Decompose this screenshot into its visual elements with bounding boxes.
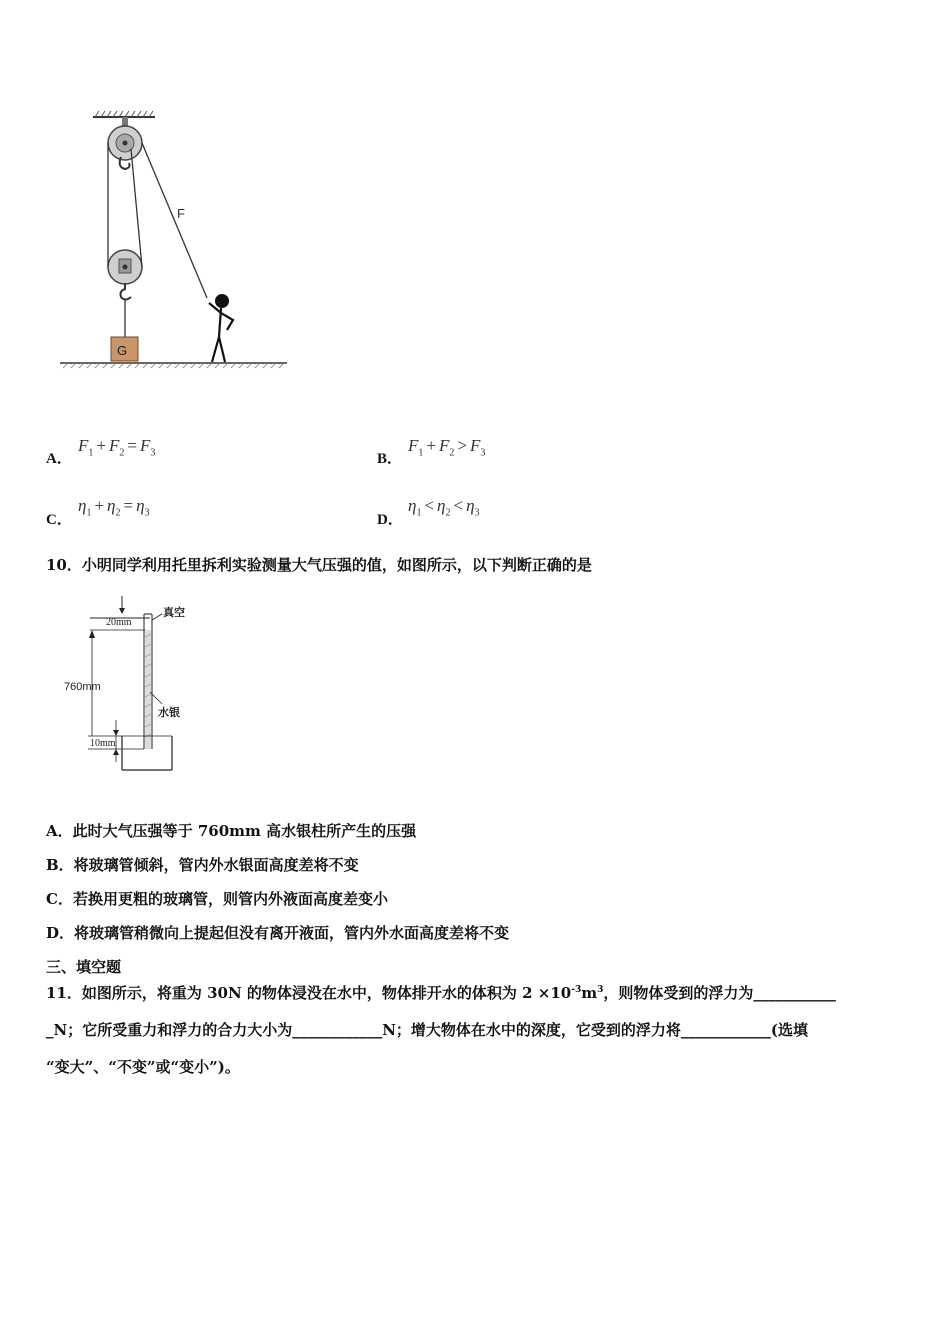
q9-option-c-formula: $\eta_1 + \eta_2 = \eta_3$ xyxy=(78,496,150,519)
q10-option-b[interactable]: B．将玻璃管倾斜，管内外水银面高度差将不变 xyxy=(46,856,359,874)
q9-option-d[interactable] xyxy=(377,508,403,529)
q10-stem: 10．小明同学利用托里拆利实验测量大气压强的值，如图所示，以下判断正确的是 xyxy=(46,556,592,574)
block-label: G xyxy=(117,343,128,358)
depth-label: 10mm xyxy=(90,738,116,749)
q9-option-b-formula: $F_1 + F_2 > F_3$ xyxy=(408,436,486,459)
q11-line-3: “变大”、“不变”或“变小”)。 xyxy=(46,1058,240,1076)
section-title: 三、填空题 xyxy=(46,958,122,976)
vacuum-label: 真空 xyxy=(163,606,185,619)
q9-option-c[interactable] xyxy=(46,508,72,529)
option-letter: C． xyxy=(46,512,72,528)
q9-option-d-formula: $\eta_1 < \eta_2 < \eta_3$ xyxy=(408,496,480,519)
option-letter: D． xyxy=(377,512,403,528)
force-label: F xyxy=(177,206,185,221)
q10-option-d[interactable]: D．将玻璃管稍微向上提起但没有离开液面，管内外水面高度差将不变 xyxy=(46,924,510,942)
mercury-label: 水银 xyxy=(158,706,180,719)
top-gap-label: 20mm xyxy=(106,617,132,628)
option-letter: B． xyxy=(377,451,403,467)
torricelli-figure xyxy=(62,592,202,777)
q9-option-b[interactable] xyxy=(377,447,402,468)
option-letter: A． xyxy=(46,451,72,467)
q11-line-2: _N；它所受重力和浮力的合力大小为____________N；增大物体在水中的深度，它受到的浮力将____________(选填 xyxy=(46,1021,809,1039)
q11-line-1: 11．如图所示，将重为 30N 的物体浸没在水中，物体排开水的体积为 $2 \times 10^{-3}m^3$，则物体受到的浮力为___________ xyxy=(46,984,836,1002)
q9-option-a-formula: $F_1 + F_2 = F_3$ xyxy=(78,436,156,459)
q9-option-a[interactable] xyxy=(46,447,72,468)
height-label: 760mm xyxy=(64,681,101,693)
q10-option-a[interactable]: A．此时大气压强等于 760mm 高水银柱所产生的压强 xyxy=(46,822,417,840)
q10-option-c[interactable]: C．若换用更粗的玻璃管，则管内外液面高度差变小 xyxy=(46,890,388,908)
pulley-figure xyxy=(55,105,295,375)
